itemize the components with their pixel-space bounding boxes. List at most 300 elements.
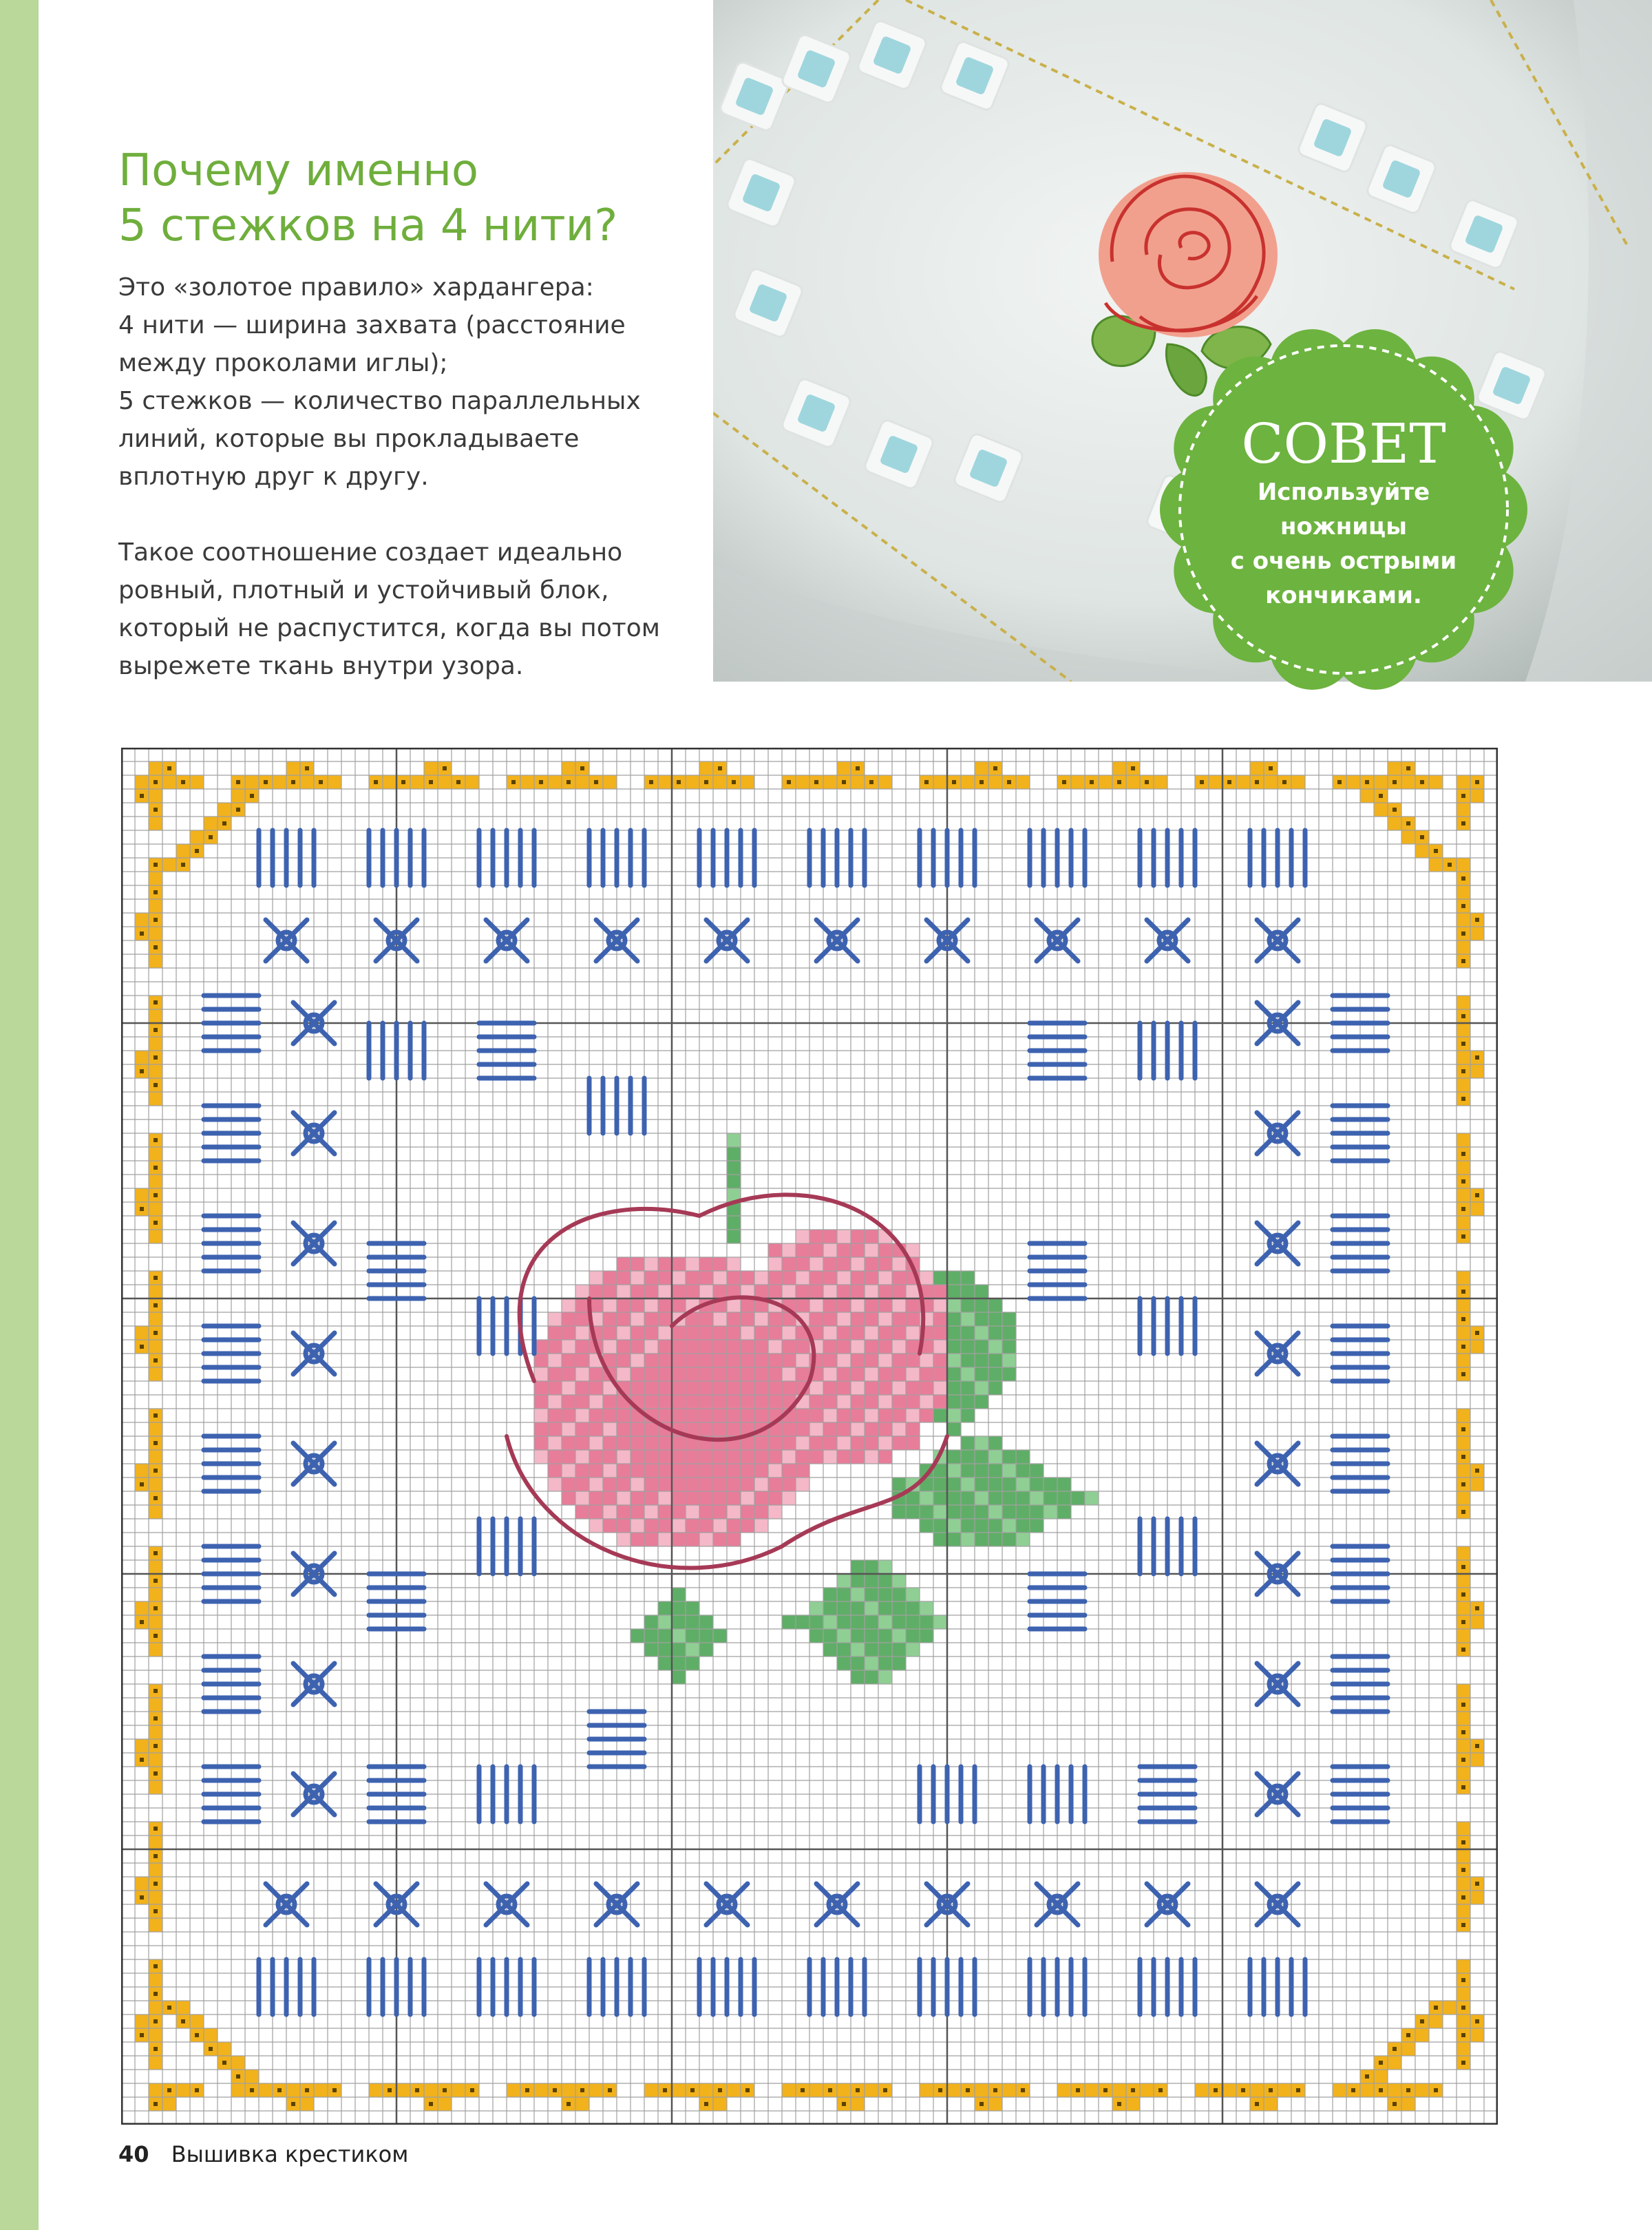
- gold-dot: [153, 918, 158, 922]
- leaf-cell: [961, 1381, 975, 1395]
- gold-dot: [181, 780, 185, 784]
- rose-cell: [575, 1409, 589, 1422]
- leaf-cell: [947, 1422, 961, 1436]
- leaf-cell: [878, 1656, 892, 1670]
- rose-cell: [892, 1312, 906, 1326]
- tip-line: с очень острыми: [1230, 547, 1457, 575]
- leaf-cell: [920, 1505, 933, 1519]
- rose-cell: [713, 1519, 727, 1533]
- gold-stitch-cell: [1360, 789, 1374, 803]
- rose-cell: [713, 1257, 727, 1271]
- rose-dark-cell: [727, 1354, 741, 1367]
- gold-dot: [167, 766, 171, 770]
- headline: [118, 143, 710, 253]
- leaf-cell: [1002, 1354, 1016, 1367]
- gold-stitch-cell: [1457, 1491, 1470, 1505]
- rose-cell: [575, 1354, 589, 1367]
- leaf-cell: [878, 1588, 892, 1601]
- leaf-cell: [699, 1629, 713, 1643]
- rose-cell: [796, 1340, 809, 1354]
- gold-stitch-cell: [672, 2083, 686, 2097]
- gold-stitch-cell: [1457, 1188, 1470, 1202]
- rose-cell: [727, 1533, 741, 1546]
- headline-line-1: Почему именно: [118, 145, 479, 196]
- gold-stitch-cell: [947, 2083, 961, 2097]
- gold-stitch-cell: [837, 761, 851, 775]
- gold-dot: [979, 780, 984, 784]
- leaf-cell: [644, 1643, 658, 1656]
- gold-stitch-cell: [1346, 775, 1360, 789]
- gold-dot: [153, 1000, 158, 1004]
- rose-dark-cell: [741, 1354, 754, 1367]
- gold-dot: [305, 766, 309, 770]
- rose-cell: [796, 1243, 809, 1257]
- gold-dot: [1475, 1744, 1479, 1748]
- rose-cell: [562, 1450, 575, 1464]
- rose-cell: [644, 1477, 658, 1491]
- body-line: ровный, плотный и устойчивый блок,: [118, 576, 609, 604]
- rose-cell: [865, 1422, 878, 1436]
- leaf-cell: [878, 1615, 892, 1629]
- leaf-cell: [906, 1629, 920, 1643]
- rose-dark-cell: [754, 1367, 768, 1381]
- leaf-cell: [1002, 1477, 1016, 1491]
- leaf-cell: [878, 1643, 892, 1656]
- rose-cell: [686, 1285, 699, 1298]
- rose-cell: [699, 1505, 713, 1519]
- gold-stitch-cell: [1457, 1133, 1470, 1147]
- gold-stitch-cell: [149, 2083, 162, 2097]
- leaf-cell: [947, 1519, 961, 1533]
- rose-cell: [823, 1450, 837, 1464]
- leaf-cell: [961, 1477, 975, 1491]
- gold-stitch-cell: [1457, 1712, 1470, 1725]
- gold-dot: [1475, 918, 1479, 922]
- leaf-cell: [975, 1533, 988, 1546]
- leaf-cell: [851, 1629, 865, 1643]
- leaf-cell: [865, 1574, 878, 1588]
- leaf-cell: [988, 1477, 1002, 1491]
- rose-cell: [906, 1340, 920, 1354]
- rose-cell: [575, 1381, 589, 1395]
- gold-dot: [140, 1069, 144, 1073]
- rose-cell: [672, 1505, 686, 1519]
- gold-stitch-cell: [1457, 1987, 1470, 2001]
- rose-cell: [809, 1409, 823, 1422]
- gold-stitch-cell: [1457, 1161, 1470, 1175]
- gold-dot: [856, 766, 860, 770]
- gold-dot: [1461, 1758, 1465, 1762]
- gold-stitch-cell: [933, 775, 947, 789]
- rose-cell: [741, 1519, 754, 1533]
- rose-cell: [782, 1491, 796, 1505]
- gold-dot: [250, 794, 254, 798]
- rose-cell: [865, 1409, 878, 1422]
- gold-dot: [704, 2102, 708, 2106]
- rose-cell: [906, 1298, 920, 1312]
- leaf-cell: [933, 1533, 947, 1546]
- rose-cell: [617, 1519, 631, 1533]
- gold-stitch-cell: [1236, 775, 1250, 789]
- gold-dot: [153, 780, 158, 784]
- gold-dot: [153, 945, 158, 949]
- rose-dark-cell: [658, 1367, 672, 1381]
- gold-stitch-cell: [878, 775, 892, 789]
- gold-stitch-cell: [1195, 2083, 1209, 2097]
- rose-cell: [672, 1298, 686, 1312]
- leaf-cell: [727, 1175, 741, 1188]
- leaf-cell: [961, 1285, 975, 1298]
- rose-cell: [892, 1257, 906, 1271]
- rose-cell: [603, 1285, 617, 1298]
- rose-cell: [631, 1340, 644, 1354]
- leaf-cell: [823, 1615, 837, 1629]
- gold-dot: [153, 1496, 158, 1500]
- rose-cell: [603, 1519, 617, 1533]
- rose-cell: [617, 1285, 631, 1298]
- rose-cell: [741, 1312, 754, 1326]
- gold-dot: [153, 1689, 158, 1693]
- gold-dot: [1461, 2006, 1465, 2010]
- rose-cell: [727, 1519, 741, 1533]
- gold-stitch-cell: [1457, 1409, 1470, 1422]
- rose-dark-cell: [699, 1395, 713, 1409]
- gold-stitch-cell: [1457, 940, 1470, 954]
- gold-dot: [1365, 780, 1369, 784]
- rose-cell: [878, 1298, 892, 1312]
- leaf-cell: [961, 1533, 975, 1546]
- gold-stitch-cell: [1250, 2083, 1264, 2097]
- gold-dot: [153, 1413, 158, 1418]
- leaf-cell: [658, 1643, 672, 1656]
- gold-stitch-cell: [644, 2083, 658, 2097]
- rose-cell: [617, 1367, 631, 1381]
- leaf-cell: [727, 1216, 741, 1230]
- rose-cell: [865, 1257, 878, 1271]
- rose-cell: [933, 1367, 947, 1381]
- gold-dot: [677, 780, 681, 784]
- rose-cell: [878, 1340, 892, 1354]
- rose-cell: [713, 1271, 727, 1285]
- leaf-cell: [920, 1615, 933, 1629]
- rose-cell: [865, 1326, 878, 1340]
- rose-cell: [617, 1450, 631, 1464]
- leaf-cell: [1016, 1491, 1030, 1505]
- rose-cell: [851, 1340, 865, 1354]
- rose-cell: [933, 1381, 947, 1395]
- gold-stitch-cell: [465, 775, 479, 789]
- gold-stitch-cell: [149, 1477, 162, 1491]
- gold-stitch-cell: [149, 789, 162, 803]
- gold-dot: [1461, 1345, 1465, 1349]
- gold-stitch-cell: [149, 1422, 162, 1436]
- gold-stitch-cell: [1457, 1629, 1470, 1643]
- rose-dark-cell: [686, 1326, 699, 1340]
- rose-cell: [562, 1367, 575, 1381]
- rose-cell: [699, 1285, 713, 1298]
- rose-cell: [589, 1436, 603, 1450]
- gold-dot: [195, 849, 199, 853]
- rose-cell: [672, 1326, 686, 1340]
- rose-cell: [865, 1450, 878, 1464]
- rose-dark-cell: [699, 1367, 713, 1381]
- gold-stitch-cell: [438, 2097, 452, 2111]
- gold-stitch-cell: [1071, 775, 1085, 789]
- rose-cell: [575, 1505, 589, 1519]
- rose-dark-cell: [699, 1422, 713, 1436]
- rose-cell: [617, 1340, 631, 1354]
- rose-cell: [837, 1230, 851, 1243]
- rose-cell: [851, 1257, 865, 1271]
- gold-dot: [828, 2088, 832, 2092]
- leaf-cell: [1002, 1519, 1016, 1533]
- rose-cell: [782, 1340, 796, 1354]
- rose-dark-cell: [631, 1450, 644, 1464]
- leaf-cell: [920, 1629, 933, 1643]
- rose-cell: [699, 1257, 713, 1271]
- tip-title: СОВЕТ: [1241, 412, 1446, 476]
- gold-stitch-cell: [149, 1863, 162, 1877]
- rose-cell: [575, 1367, 589, 1381]
- rose-dark-cell: [699, 1491, 713, 1505]
- rose-cell: [782, 1243, 796, 1257]
- leaf-cell: [837, 1615, 851, 1629]
- gold-dot: [663, 2088, 667, 2092]
- leaf-cell: [947, 1505, 961, 1519]
- leaf-cell: [947, 1533, 961, 1546]
- gold-stitch-cell: [1388, 761, 1401, 775]
- gold-dot: [883, 2088, 887, 2092]
- gold-stitch-cell: [231, 2056, 245, 2070]
- rose-cell: [892, 1340, 906, 1354]
- rose-cell: [768, 1464, 782, 1477]
- gold-stitch-cell: [1264, 775, 1278, 789]
- gold-stitch-cell: [1401, 2097, 1415, 2111]
- rose-dark-cell: [699, 1381, 713, 1395]
- rose-cell: [672, 1285, 686, 1298]
- rose-dark-cell: [672, 1367, 686, 1381]
- rose-cell: [548, 1464, 562, 1477]
- rose-cell: [548, 1312, 562, 1326]
- rose-cell: [892, 1285, 906, 1298]
- gold-stitch-cell: [1457, 775, 1470, 789]
- rose-cell: [837, 1243, 851, 1257]
- rose-cell: [686, 1533, 699, 1546]
- gold-dot: [1420, 835, 1424, 839]
- leaf-cell: [823, 1629, 837, 1643]
- gold-dot: [1461, 959, 1465, 963]
- rose-cell: [754, 1477, 768, 1491]
- gold-dot: [690, 2088, 695, 2092]
- rose-cell: [768, 1243, 782, 1257]
- leaf-cell: [988, 1340, 1002, 1354]
- gold-dot: [787, 780, 791, 784]
- tip-body: [1151, 475, 1536, 613]
- gold-dot: [153, 2019, 158, 2023]
- gold-dot: [1461, 1895, 1465, 1900]
- leaf-cell: [988, 1354, 1002, 1367]
- gold-stitch-cell: [300, 775, 314, 789]
- gold-stitch-cell: [149, 1505, 162, 1519]
- rose-dark-cell: [727, 1395, 741, 1409]
- gold-stitch-cell: [135, 2015, 149, 2028]
- rose-cell: [782, 1450, 796, 1464]
- gold-dot: [1461, 821, 1465, 825]
- leaf-cell: [878, 1601, 892, 1615]
- rose-cell: [727, 1326, 741, 1340]
- gold-stitch-cell: [149, 1835, 162, 1849]
- rose-cell: [575, 1450, 589, 1464]
- gold-stitch-cell: [562, 761, 575, 775]
- leaf-cell: [961, 1395, 975, 1409]
- rose-cell: [741, 1326, 754, 1340]
- rose-cell: [796, 1271, 809, 1285]
- gold-stitch-cell: [1401, 830, 1415, 844]
- gold-dot: [1131, 766, 1135, 770]
- rose-dark-cell: [672, 1354, 686, 1367]
- gold-dot: [1461, 1730, 1465, 1734]
- gold-dot: [1461, 904, 1465, 908]
- gold-stitch-cell: [273, 775, 286, 789]
- rose-cell: [837, 1409, 851, 1422]
- leaf-cell: [961, 1505, 975, 1519]
- gold-stitch-cell: [135, 1601, 149, 1615]
- rose-cell: [631, 1354, 644, 1367]
- rose-cell: [631, 1271, 644, 1285]
- gold-stitch-cell: [149, 1230, 162, 1243]
- gold-stitch-cell: [149, 1312, 162, 1326]
- page-number: 40: [118, 2141, 149, 2167]
- gold-dot: [443, 2088, 447, 2092]
- leaf-cell: [933, 1505, 947, 1519]
- rose-cell: [548, 1477, 562, 1491]
- rose-cell: [575, 1491, 589, 1505]
- gold-dot: [1076, 2088, 1080, 2092]
- rose-cell: [782, 1257, 796, 1271]
- gold-dot: [153, 1606, 158, 1610]
- rose-cell: [672, 1271, 686, 1285]
- gold-stitch-cell: [162, 858, 176, 872]
- rose-cell: [768, 1477, 782, 1491]
- leaf-cell: [892, 1601, 906, 1615]
- rose-cell: [603, 1340, 617, 1354]
- gold-dot: [153, 1221, 158, 1225]
- rose-cell: [851, 1354, 865, 1367]
- leaf-cell: [892, 1477, 906, 1491]
- rose-cell: [562, 1395, 575, 1409]
- rose-cell: [575, 1395, 589, 1409]
- leaf-cell: [906, 1505, 920, 1519]
- leaf-cell: [658, 1629, 672, 1643]
- rose-dark-cell: [741, 1464, 754, 1477]
- rose-cell: [796, 1422, 809, 1436]
- rose-cell: [589, 1381, 603, 1395]
- gold-stitch-cell: [1291, 775, 1305, 789]
- rose-dark-cell: [686, 1395, 699, 1409]
- gold-dot: [1117, 2102, 1121, 2106]
- rose-dark-cell: [631, 1422, 644, 1436]
- leaf-cell: [947, 1491, 961, 1505]
- rose-dark-cell: [658, 1450, 672, 1464]
- leaf-cell: [975, 1505, 988, 1519]
- rose-dark-cell: [741, 1395, 754, 1409]
- gold-stitch-cell: [383, 775, 396, 789]
- gold-dot: [1461, 1290, 1465, 1294]
- rose-cell: [865, 1381, 878, 1395]
- gold-stitch-cell: [1112, 761, 1126, 775]
- leaf-cell: [878, 1574, 892, 1588]
- gold-dot: [153, 1854, 158, 1858]
- gold-dot: [195, 2088, 199, 2092]
- rose-cell: [548, 1367, 562, 1381]
- gold-stitch-cell: [1415, 2083, 1429, 2097]
- gold-dot: [511, 780, 516, 784]
- leaf-cell: [988, 1491, 1002, 1505]
- gold-dot: [277, 2088, 282, 2092]
- leaf-cell: [906, 1643, 920, 1656]
- rose-cell: [548, 1381, 562, 1395]
- leaf-cell: [658, 1601, 672, 1615]
- body-line: между проколами иглы);: [118, 349, 448, 377]
- rose-cell: [878, 1395, 892, 1409]
- rose-dark-cell: [672, 1381, 686, 1395]
- rose-cell: [933, 1326, 947, 1340]
- rose-cell: [865, 1230, 878, 1243]
- gold-stitch-cell: [218, 803, 231, 817]
- leaf-cell: [975, 1464, 988, 1477]
- rose-cell: [603, 1326, 617, 1340]
- rose-dark-cell: [754, 1450, 768, 1464]
- gold-stitch-cell: [548, 775, 562, 789]
- gold-dot: [1475, 1606, 1479, 1610]
- rose-dark-cell: [631, 1436, 644, 1450]
- leaf-cell: [796, 1615, 809, 1629]
- rose-cell: [892, 1422, 906, 1436]
- rose-cell: [768, 1354, 782, 1367]
- gold-dot: [153, 808, 158, 812]
- gold-stitch-cell: [149, 1973, 162, 1987]
- gold-stitch-cell: [658, 775, 672, 789]
- rose-dark-cell: [713, 1491, 727, 1505]
- rose-cell: [575, 1326, 589, 1340]
- leaf-cell: [975, 1367, 988, 1381]
- rose-dark-cell: [686, 1354, 699, 1367]
- rose-dark-cell: [672, 1340, 686, 1354]
- rose-cell: [617, 1477, 631, 1491]
- rose-cell: [796, 1257, 809, 1271]
- gold-dot: [801, 2088, 805, 2092]
- leaf-cell: [644, 1629, 658, 1643]
- leaf-cell: [1030, 1505, 1044, 1519]
- gold-dot: [1090, 780, 1094, 784]
- rose-dark-cell: [713, 1367, 727, 1381]
- rose-dark-cell: [658, 1395, 672, 1409]
- rose-dark-cell: [686, 1464, 699, 1477]
- gold-dot: [153, 1083, 158, 1087]
- gold-stitch-cell: [1457, 1271, 1470, 1285]
- leaf-cell: [947, 1298, 961, 1312]
- gold-stitch-cell: [1374, 2070, 1388, 2083]
- rose-cell: [892, 1326, 906, 1340]
- gold-stitch-cell: [452, 2083, 465, 2097]
- gold-dot: [745, 2088, 750, 2092]
- gold-stitch-cell: [204, 817, 218, 830]
- leaf-cell: [1057, 1491, 1071, 1505]
- leaf-cell: [947, 1326, 961, 1340]
- rose-dark-cell: [686, 1450, 699, 1464]
- rose-cell: [686, 1271, 699, 1285]
- rose-cell: [837, 1367, 851, 1381]
